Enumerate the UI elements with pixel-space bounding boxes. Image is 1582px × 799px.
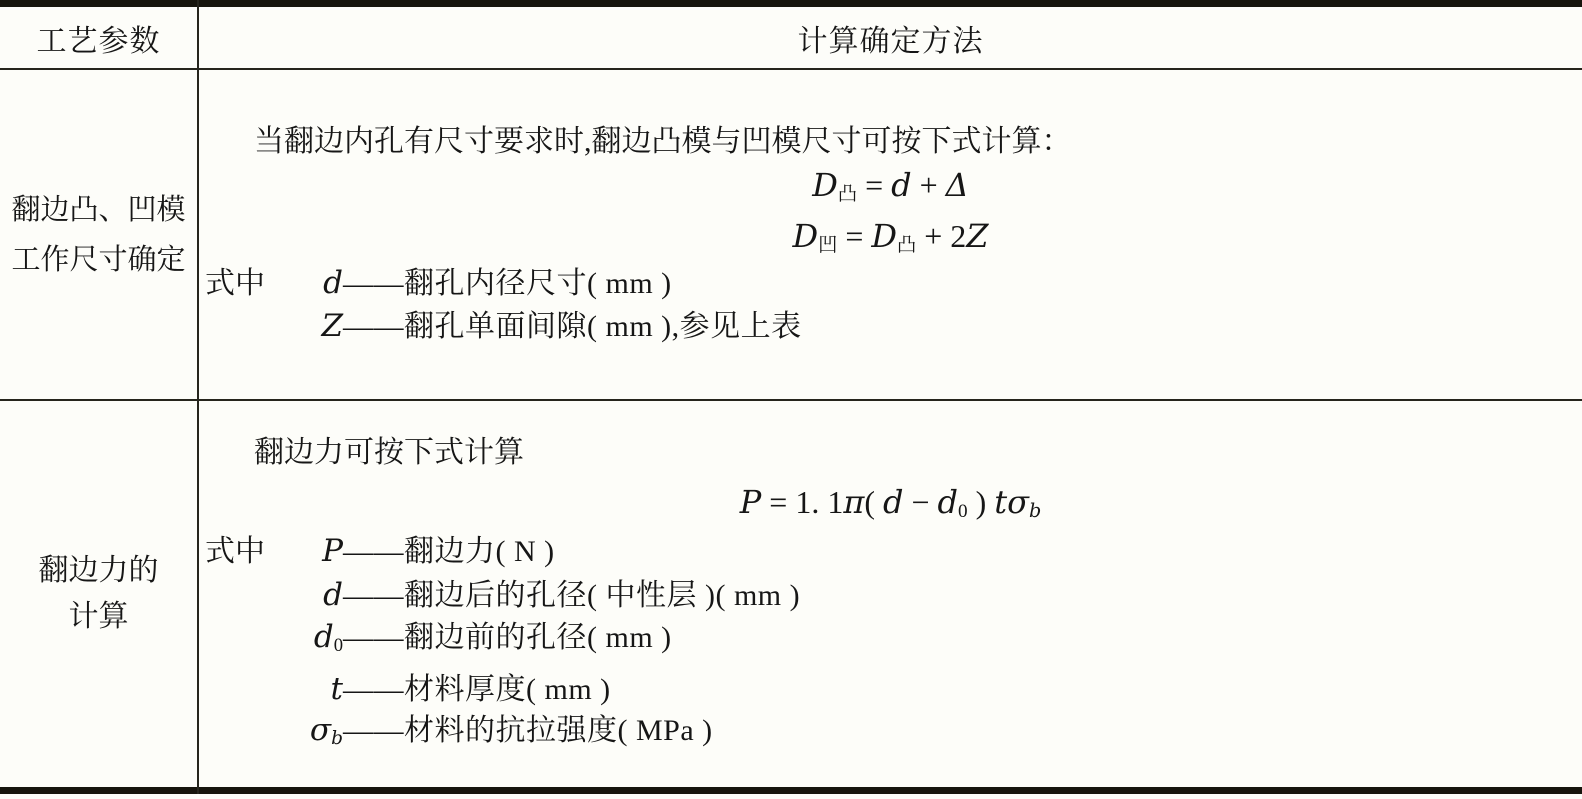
row1-where-desc-d: ——翻孔内径尺寸( mm ) <box>343 267 672 300</box>
row1-where-line-z <box>199 306 1582 346</box>
row2-method-cell <box>199 401 1582 787</box>
row2-where-desc-p: ——翻边力( N ) <box>343 535 555 568</box>
row2-where-var-d: d <box>323 577 343 613</box>
row1-parameter-cell <box>0 70 197 399</box>
punch-diameter-formula: D凸 = d + Δ <box>812 166 969 206</box>
row2-where-var-p: P <box>322 533 343 569</box>
row2-where-desc-t: ——材料厚度( mm ) <box>343 673 611 706</box>
header-cell-process-parameter <box>0 7 197 68</box>
header-label-calculation-method: 计算确定方法 <box>797 24 984 58</box>
header-label-process-parameter: 工艺参数 <box>36 24 161 58</box>
row2-where-line-t <box>199 669 1582 709</box>
row2-where-desc-sigma-b: ——材料的抗拉强度( MPa ) <box>343 714 713 747</box>
row2-intro-text: 翻边力可按下式计算 <box>254 436 524 469</box>
row1-parameter-line1: 翻边凸、凹模 <box>11 193 186 226</box>
row1-where-var-d: d <box>323 265 343 301</box>
row2-where-line-d0 <box>199 617 1582 657</box>
row2-where-line-d <box>199 575 1582 615</box>
row2-where-desc-d0: ——翻边前的孔径( mm ) <box>343 621 672 654</box>
table-top-border <box>0 0 1582 7</box>
row2-where-var-t: t <box>330 671 343 707</box>
row2-where-var-sigma-b: σb <box>309 712 343 750</box>
row2-where-label: 式中 <box>205 535 265 568</box>
row2-parameter-line2: 计算 <box>68 600 129 633</box>
row1-where-var-z: Z <box>321 308 343 344</box>
flanging-force-formula: P = 1. 1π( d − d0 ) tσb <box>739 483 1042 523</box>
row1-where-desc-z: ——翻孔单面间隙( mm ),参见上表 <box>343 310 802 343</box>
row1-method-cell <box>199 69 1582 399</box>
die-diameter-formula: D凹 = D凸 + 2Z <box>792 217 989 257</box>
row1-where-line-d <box>199 263 1582 303</box>
row2-parameter-line1: 翻边力的 <box>38 554 159 587</box>
row2-where-var-d0: d0 <box>313 619 343 657</box>
row2-where-line-p <box>199 531 1582 571</box>
header-cell-calculation-method <box>199 7 1582 68</box>
table-bottom-border <box>0 787 1582 794</box>
row1-parameter-line2: 工作尺寸确定 <box>11 243 186 276</box>
row2-where-line-sigma-b <box>199 710 1582 750</box>
row1-intro-text: 当翻边内孔有尺寸要求时,翻边凸模与凹模尺寸可按下式计算： <box>254 125 1072 158</box>
row1-where-label: 式中 <box>205 267 265 300</box>
row2-where-desc-d: ——翻边后的孔径( 中性层 )( mm ) <box>343 579 801 612</box>
row2-parameter-cell <box>0 401 197 787</box>
